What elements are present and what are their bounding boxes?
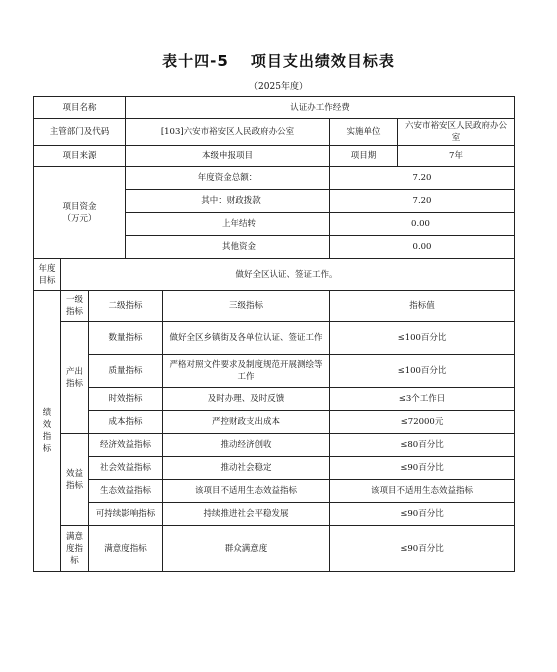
level2-cell: 可持续影响指标 — [89, 503, 163, 526]
funds-fiscal-value: 7.20 — [330, 190, 515, 213]
header-value: 指标值 — [330, 291, 515, 322]
value-cell: ≤90百分比 — [330, 457, 515, 480]
value-cell: ≤72000元 — [330, 411, 515, 434]
level3-cell: 推动经济创收 — [163, 434, 330, 457]
satisfaction-indicator-label: 满意 度指 标 — [61, 526, 89, 572]
level3-cell: 及时办理、及时反馈 — [163, 388, 330, 411]
table-title — [0, 50, 557, 71]
value-cell: ≤3个工作日 — [330, 388, 515, 411]
dept-label: 主管部门及代码 — [34, 119, 126, 146]
header-level1: 一级 指标 — [61, 291, 89, 322]
funds-other-value: 0.00 — [330, 236, 515, 259]
level3-cell: 持续推进社会平稳发展 — [163, 503, 330, 526]
output-indicator-label: 产出 指标 — [61, 322, 89, 434]
funds-carryover-value: 0.00 — [330, 213, 515, 236]
impl-value: 六安市裕安区人民政府办公室 — [398, 119, 515, 146]
level3-cell: 该项目不适用生态效益指标 — [163, 480, 330, 503]
value-cell: ≤100百分比 — [330, 355, 515, 388]
level2-cell: 成本指标 — [89, 411, 163, 434]
level2-cell: 时效指标 — [89, 388, 163, 411]
benefit-indicator-label: 效益 指标 — [61, 434, 89, 526]
project-name-value: 认证办工作经费 — [126, 97, 515, 119]
table-name: 项目支出绩效目标表 — [250, 52, 395, 70]
performance-table — [33, 96, 515, 572]
impl-label: 实施单位 — [330, 119, 398, 146]
annual-goal-text: 做好全区认证、签证工作。 — [61, 259, 515, 291]
level2-cell: 数量指标 — [89, 322, 163, 355]
level2-cell: 质量指标 — [89, 355, 163, 388]
header-level3: 三级指标 — [163, 291, 330, 322]
level3-cell: 严控财政支出成本 — [163, 411, 330, 434]
year-subtitle: （2025年度） — [249, 82, 308, 92]
funds-total-value: 7.20 — [330, 167, 515, 190]
funds-carryover-label: 上年结转 — [126, 213, 330, 236]
level2-cell: 满意度指标 — [89, 526, 163, 572]
funds-label: 项目资金 （万元） — [34, 167, 126, 259]
level3-cell: 群众满意度 — [163, 526, 330, 572]
header-level2: 二级指标 — [89, 291, 163, 322]
value-cell: ≤100百分比 — [330, 322, 515, 355]
level2-cell: 生态效益指标 — [89, 480, 163, 503]
source-label: 项目来源 — [34, 146, 126, 167]
value-cell: 该项目不适用生态效益指标 — [330, 480, 515, 503]
indicators-section-label: 绩 效 指 标 — [34, 291, 61, 572]
dept-value: [103]六安市裕安区人民政府办公室 — [126, 119, 330, 146]
funds-fiscal-label: 其中：财政拨款 — [126, 190, 330, 213]
level3-cell: 做好全区乡镇街及各单位认证、签证工作 — [163, 322, 330, 355]
level3-cell: 推动社会稳定 — [163, 457, 330, 480]
period-value: 7年 — [398, 146, 515, 167]
level2-cell: 经济效益指标 — [89, 434, 163, 457]
value-cell: ≤80百分比 — [330, 434, 515, 457]
level3-cell: 严格对照文件要求及制度规范开展测绘等工作 — [163, 355, 330, 388]
value-cell: ≤90百分比 — [330, 503, 515, 526]
funds-total-label: 年度资金总额： — [126, 167, 330, 190]
source-value: 本级申报项目 — [126, 146, 330, 167]
level2-cell: 社会效益指标 — [89, 457, 163, 480]
funds-other-label: 其他资金 — [126, 236, 330, 259]
project-name-label: 项目名称 — [34, 97, 126, 119]
annual-goal-label: 年度 目标 — [34, 259, 61, 291]
table-code: 表十四-5 — [162, 52, 229, 70]
period-label: 项目期 — [330, 146, 398, 167]
value-cell: ≤90百分比 — [330, 526, 515, 572]
